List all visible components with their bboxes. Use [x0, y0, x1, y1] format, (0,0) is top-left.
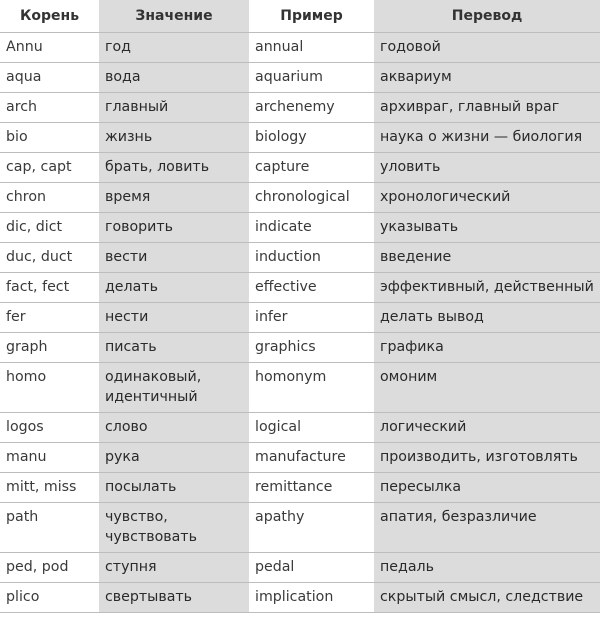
- root-cell: chron: [0, 182, 99, 212]
- meaning-cell: свертывать: [99, 582, 249, 612]
- translation-cell: указывать: [374, 212, 600, 242]
- header-example: Пример: [249, 0, 374, 32]
- root-cell: duc, duct: [0, 242, 99, 272]
- translation-cell: педаль: [374, 552, 600, 582]
- translation-cell: скрытый смысл, следствие: [374, 582, 600, 612]
- meaning-cell: ступня: [99, 552, 249, 582]
- meaning-cell: вести: [99, 242, 249, 272]
- table-row: [0, 182, 600, 212]
- root-cell: aqua: [0, 62, 99, 92]
- meaning-cell: жизнь: [99, 122, 249, 152]
- example-cell: effective: [249, 272, 374, 302]
- root-cell: fer: [0, 302, 99, 332]
- translation-cell: наука о жизни — биология: [374, 122, 600, 152]
- meaning-cell: писать: [99, 332, 249, 362]
- root-cell: plico: [0, 582, 99, 612]
- root-cell: graph: [0, 332, 99, 362]
- table-row: [0, 362, 600, 412]
- meaning-cell: брать, ловить: [99, 152, 249, 182]
- translation-cell: архивраг, главный враг: [374, 92, 600, 122]
- root-cell: fact, fect: [0, 272, 99, 302]
- root-cell: Annu: [0, 32, 99, 62]
- example-cell: manufacture: [249, 442, 374, 472]
- example-cell: annual: [249, 32, 374, 62]
- meaning-cell: время: [99, 182, 249, 212]
- table-body: [0, 32, 600, 612]
- translation-cell: введение: [374, 242, 600, 272]
- table-row: [0, 62, 600, 92]
- table-row: [0, 552, 600, 582]
- table-row: [0, 272, 600, 302]
- meaning-cell: одинаковый, идентичный: [99, 362, 249, 412]
- root-cell: dic, dict: [0, 212, 99, 242]
- meaning-cell: говорить: [99, 212, 249, 242]
- translation-cell: графика: [374, 332, 600, 362]
- meaning-cell: рука: [99, 442, 249, 472]
- translation-cell: уловить: [374, 152, 600, 182]
- translation-cell: омоним: [374, 362, 600, 412]
- meaning-cell: чувство, чувствовать: [99, 502, 249, 552]
- example-cell: induction: [249, 242, 374, 272]
- root-cell: cap, capt: [0, 152, 99, 182]
- table-row: [0, 502, 600, 552]
- translation-cell: логический: [374, 412, 600, 442]
- root-cell: logos: [0, 412, 99, 442]
- example-cell: graphics: [249, 332, 374, 362]
- example-cell: chronological: [249, 182, 374, 212]
- root-cell: homo: [0, 362, 99, 412]
- translation-cell: аквариум: [374, 62, 600, 92]
- translation-cell: делать вывод: [374, 302, 600, 332]
- translation-cell: годовой: [374, 32, 600, 62]
- header-meaning: Значение: [99, 0, 249, 32]
- table-row: [0, 582, 600, 612]
- meaning-cell: слово: [99, 412, 249, 442]
- meaning-cell: главный: [99, 92, 249, 122]
- table-row: [0, 332, 600, 362]
- example-cell: indicate: [249, 212, 374, 242]
- header-translation: Перевод: [374, 0, 600, 32]
- meaning-cell: посылать: [99, 472, 249, 502]
- example-cell: remittance: [249, 472, 374, 502]
- table-row: [0, 212, 600, 242]
- translation-cell: хронологический: [374, 182, 600, 212]
- meaning-cell: нести: [99, 302, 249, 332]
- example-cell: archenemy: [249, 92, 374, 122]
- meaning-cell: вода: [99, 62, 249, 92]
- meaning-cell: делать: [99, 272, 249, 302]
- example-cell: pedal: [249, 552, 374, 582]
- example-cell: aquarium: [249, 62, 374, 92]
- root-cell: path: [0, 502, 99, 552]
- table-row: [0, 442, 600, 472]
- root-cell: arch: [0, 92, 99, 122]
- table-row: [0, 92, 600, 122]
- example-cell: infer: [249, 302, 374, 332]
- translation-cell: производить, изготовлять: [374, 442, 600, 472]
- table-row: [0, 412, 600, 442]
- table-row: [0, 302, 600, 332]
- root-cell: bio: [0, 122, 99, 152]
- table-row: [0, 122, 600, 152]
- example-cell: biology: [249, 122, 374, 152]
- example-cell: apathy: [249, 502, 374, 552]
- root-cell: mitt, miss: [0, 472, 99, 502]
- meaning-cell: год: [99, 32, 249, 62]
- header-root: Корень: [0, 0, 99, 32]
- root-cell: manu: [0, 442, 99, 472]
- example-cell: implication: [249, 582, 374, 612]
- table-row: [0, 242, 600, 272]
- table-row: [0, 32, 600, 62]
- example-cell: capture: [249, 152, 374, 182]
- example-cell: logical: [249, 412, 374, 442]
- table-row: [0, 152, 600, 182]
- header-row: [0, 0, 600, 32]
- translation-cell: пересылка: [374, 472, 600, 502]
- root-cell: ped, pod: [0, 552, 99, 582]
- table-row: [0, 472, 600, 502]
- translation-cell: эффективный, действенный: [374, 272, 600, 302]
- example-cell: homonym: [249, 362, 374, 412]
- translation-cell: апатия, безразличие: [374, 502, 600, 552]
